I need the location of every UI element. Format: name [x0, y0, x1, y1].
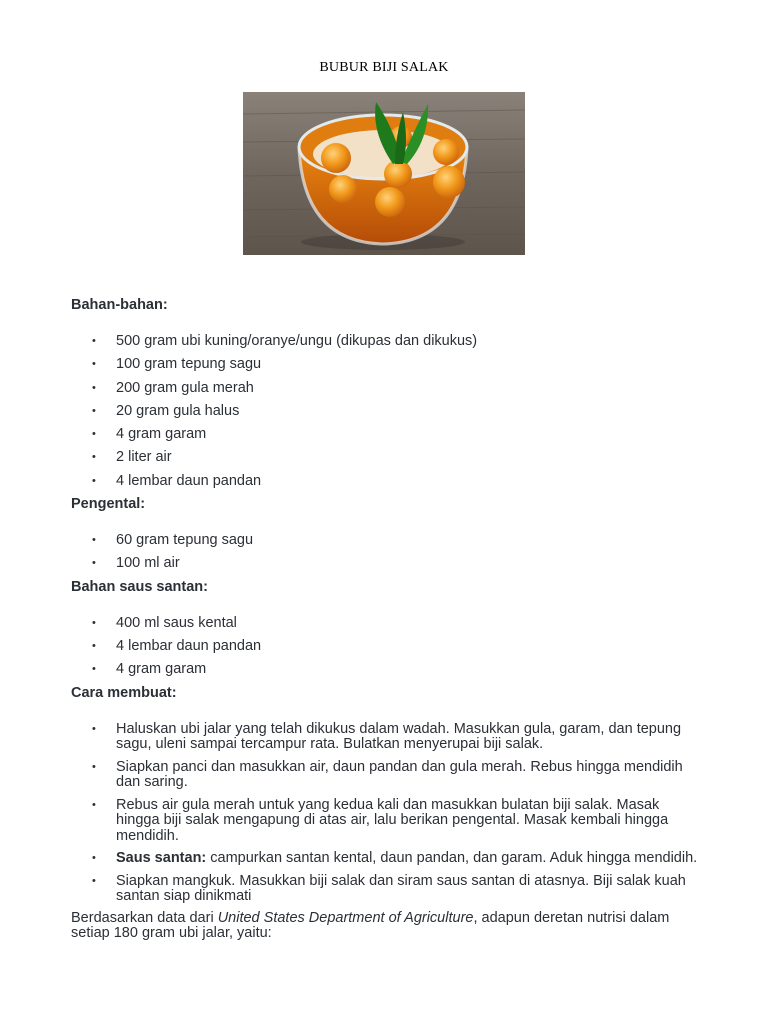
list-item	[71, 474, 701, 497]
heading-pengental: Pengental:	[71, 496, 146, 513]
heading-bahan: Bahan-bahan:	[71, 297, 168, 313]
step-item	[71, 874, 701, 905]
closing-text: , adapun deretan nutrisi dalam setiap 180 gram ubi jalar, yaitu:	[71, 909, 670, 942]
bullet-icon: •	[92, 451, 96, 464]
bullet-icon: •	[92, 534, 96, 547]
bullet-icon: •	[92, 381, 96, 394]
bullet-icon: •	[92, 639, 96, 652]
step-bold-label: Saus santan:	[116, 850, 207, 867]
list-saus	[71, 616, 701, 686]
list-item-text: 500 gram ubi kuning/oranye/ungu (dikupas dan dikukus)	[116, 333, 478, 349]
recipe-content	[71, 298, 701, 942]
list-item-text: 4 gram garam	[116, 661, 207, 678]
bullet-icon: •	[92, 852, 96, 865]
bullet-icon: •	[92, 798, 96, 811]
list-item	[71, 450, 701, 473]
list-item-text: 100 ml air	[116, 555, 180, 572]
bullet-icon: •	[92, 335, 96, 347]
step-text: Haluskan ubi jalar yang telah dikukus dalam wadah. Masukkan gula, garam, dan tepung sagu, uleni sampai tercampur rata. Bulatkan menyerupai biji salak.	[116, 720, 682, 753]
step-item	[71, 760, 701, 791]
list-item-text: 4 lembar daun pandan	[116, 472, 262, 489]
list-item	[71, 616, 701, 639]
bullet-icon: •	[92, 557, 96, 570]
page-title: BUBUR BIJI SALAK	[319, 60, 449, 75]
closing-paragraph	[71, 911, 701, 942]
list-item	[71, 357, 701, 380]
step-text: Siapkan mangkuk. Masukkan biji salak dan siram saus santan di atasnya. Biji salak kuah santan siap dinikmati	[116, 872, 686, 905]
list-pengental	[71, 533, 701, 580]
list-item	[71, 556, 701, 579]
list-item-text: 400 ml saus kental	[116, 614, 237, 631]
list-item	[71, 662, 701, 685]
list-item	[71, 639, 701, 662]
bullet-icon: •	[92, 404, 96, 417]
bullet-icon: •	[92, 663, 96, 676]
list-item	[71, 427, 701, 450]
heading-saus: Bahan saus santan:	[71, 578, 208, 595]
bubur-biji-salak-photo	[243, 92, 525, 255]
bullet-icon: •	[92, 474, 96, 487]
step-item	[71, 851, 701, 867]
bullet-icon: •	[92, 616, 96, 629]
step-text: Rebus air gula merah untuk yang kedua kali dan masukkan bulatan biji salak. Masak hingga biji salak mengapung di atas air, lalu berikan pengental. Masak kembali hingga mendidih.	[116, 796, 669, 844]
closing-source: United States Department of Agriculture	[217, 909, 474, 926]
bullet-icon: •	[92, 760, 96, 773]
list-item-text: 4 gram garam	[116, 426, 207, 443]
heading-cara: Cara membuat:	[71, 684, 177, 701]
list-item	[71, 381, 701, 404]
list-item-text: 60 gram tepung sagu	[116, 532, 254, 549]
bullet-icon: •	[92, 874, 96, 887]
step-item	[71, 722, 701, 753]
list-item-text: 100 gram tepung sagu	[116, 356, 262, 373]
list-item-text: 200 gram gula merah	[116, 379, 254, 396]
closing-text: Berdasarkan data dari	[71, 909, 218, 926]
list-item-text: 2 liter air	[116, 449, 172, 466]
step-item	[71, 798, 701, 845]
list-item	[71, 334, 701, 357]
list-bahan	[71, 334, 701, 497]
bullet-icon: •	[92, 358, 96, 371]
list-item-text: 4 lembar daun pandan	[116, 637, 262, 654]
bullet-icon: •	[92, 428, 96, 441]
bullet-icon: •	[92, 722, 96, 735]
step-text: campurkan santan kental, daun pandan, dan garam. Aduk hingga mendidih.	[206, 850, 698, 867]
step-text: Siapkan panci dan masukkan air, daun pandan dan gula merah. Rebus hingga mendidih dan saring.	[116, 758, 683, 791]
list-item	[71, 404, 701, 427]
list-cara	[71, 722, 701, 905]
list-item	[71, 533, 701, 556]
list-item-text: 20 gram gula halus	[116, 402, 240, 419]
